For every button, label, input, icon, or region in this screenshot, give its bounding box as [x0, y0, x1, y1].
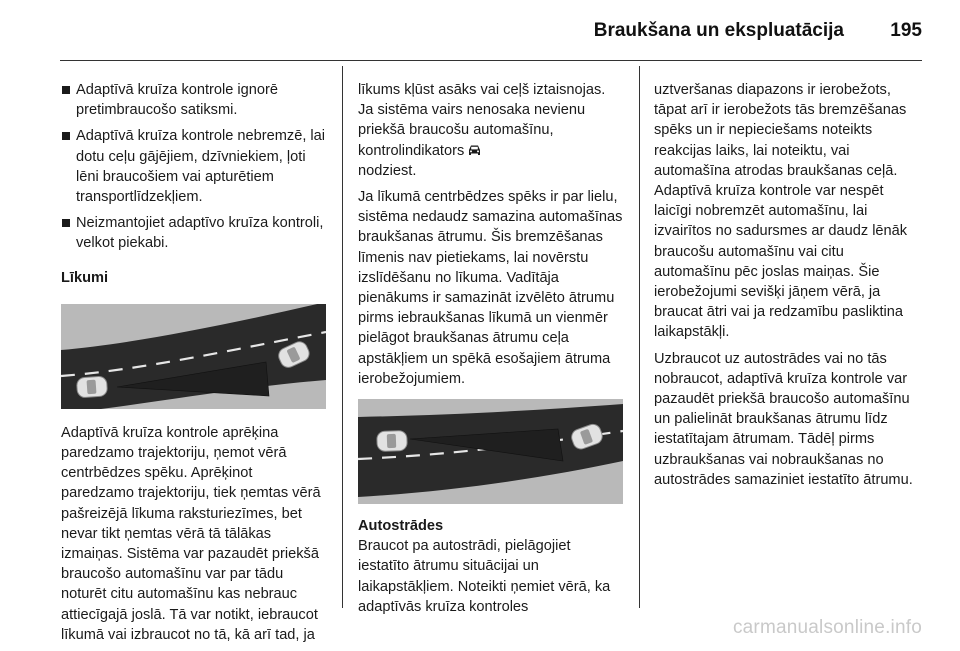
page-number: 195 [890, 20, 922, 41]
curve-illustration [61, 304, 326, 409]
section-heading-highways: Autostrādes [358, 518, 444, 535]
paragraph: Braucot pa autostrādi, pielāgojiet iestatīto ātrumu situācijai un laikapstākļiem. Noteikti ņemiet vērā, ka adaptīvās kruīza kontroles [358, 538, 611, 615]
paragraph: Adaptīvā kruīza kontrole aprēķina paredzamo trajektoriju, ņemot vērā centrbēdzes spēku. Aprēķinot paredzamo trajektoriju, tiek ņemtas vērā pašreizējā līkuma raksturiezīmes, bet nevar tikt ņemtas vērā tā tālākas izmaiņas. Sistēma var pazaudēt priekšā braucošo automašīnu var par tādu noturēt citu automašīnu kas nebrauc attiecīgajā joslā. Tā var notikt, iebraucot līkumā vai izbraucot no tā, kā arī tad, ja [61, 424, 321, 643]
list-item: Adaptīvā kruīza kontrole nebremzē, lai dotu ceļu gājējiem, dzīvniekiem, ļoti lēni braucošiem vai apturētiem transportlīdzekļiem. [61, 126, 326, 207]
paragraph: līkums kļūst asāks vai ceļš iztaisnojas. Ja sistēma vairs nenosaka nevienu priekšā braucošu automašīnu, kontrolindikators nodziest. [358, 82, 606, 179]
paragraph: Uzbraucot uz autostrādes vai no tās nobraucot, adaptīvā kruīza kontrole var pazaudēt priekšā braucošo automašīnu un palielināt braukšanas ātrumu līdz iestatītajam ātrumam. Tādēļ pirms uzbraukšanas vai nobraukšanas no autostrādes samaziniet iestatīto ātrumu. [654, 350, 913, 488]
page-header [60, 0, 922, 61]
section-heading-curves: Līkumi [61, 269, 109, 286]
watermark: carmanualsonline.info [732, 617, 922, 638]
paragraph: Ja līkumā centrbēdzes spēks ir par lielu, sistēma nedaudz samazina automašīnas braukšanas ātrumu. Šis bremzēšanas līmenis nav pietiekams, lai novērstu izslīdēšanu no līkuma. Vadītāja pienākums ir samazināt izvēlēto ātrumu pirms iebraukšanas līkumā un vienmēr pielāgot braukšanas ātrumu ceļa apstākļiem un spēkā esošajiem ātruma ierobežojumiem. [358, 189, 623, 387]
chapter-title: Braukšana un ekspluatācija [593, 20, 844, 41]
vehicle-ahead-indicator-icon [467, 144, 482, 157]
bullet-list [61, 80, 326, 254]
column-divider [342, 66, 343, 608]
paragraph: uztveršanas diapazons ir ierobežots, tāpat arī ir ierobežots tās bremzēšanas spēks un ir nepieciešams noteikts reakcijas laiks, lai noteiktu, vai automašīna atrodas braukšanas ceļā. Adaptīvā kruīza kontrole var nespēt laicīgi nobremzēt automašīnu, lai izvairītos no sadursmes ar daudz lēnāk braucošu automašīnu vai citu automašīnu pēc joslas maiņas. Šie ierobežojumi sevišķi jāņem vērā, ja braucat ātri vai ja redzamību pasliktina laikapstākļi. [654, 82, 908, 341]
bullet-square-icon [62, 132, 70, 140]
column-2 [358, 80, 623, 623]
list-item: Adaptīvā kruīza kontrole ignorē pretimbraucošo satiksmi. [61, 80, 326, 120]
list-item: Neizmantojiet adaptīvo kruīza kontroli, velkot piekabi. [61, 213, 326, 253]
column-1 [61, 80, 326, 651]
bullet-square-icon [62, 219, 70, 227]
column-divider [639, 66, 640, 608]
highway-illustration [358, 399, 623, 504]
column-3 [654, 80, 922, 496]
bullet-square-icon [62, 86, 70, 94]
